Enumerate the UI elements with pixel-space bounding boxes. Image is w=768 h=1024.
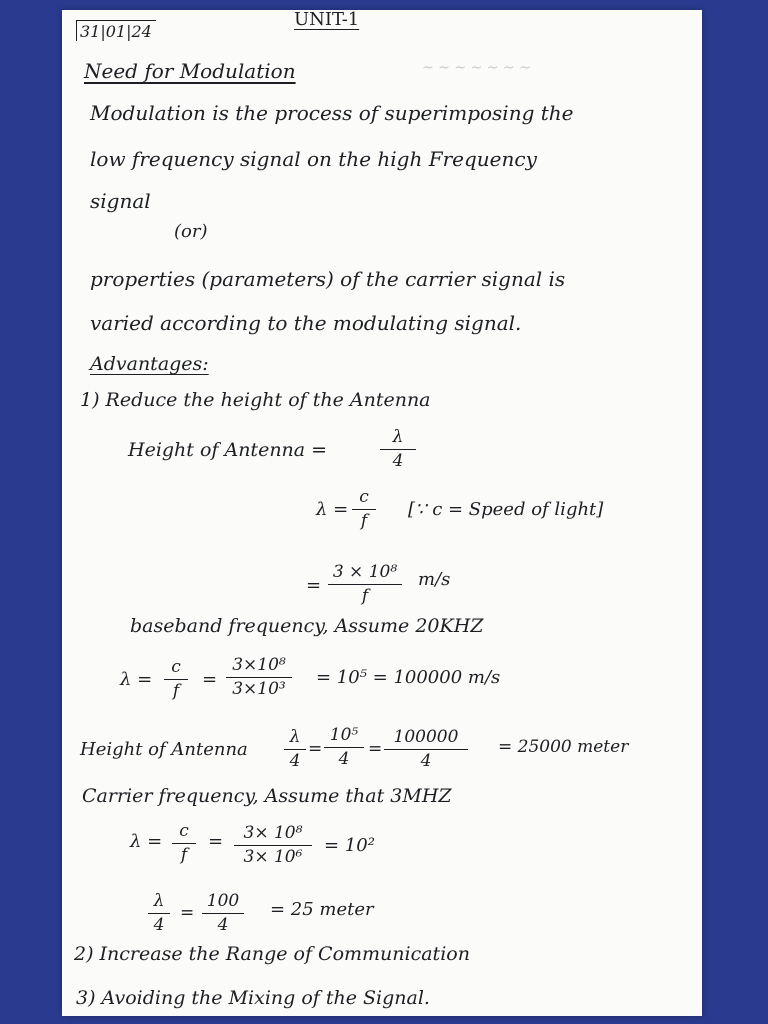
fraction-numerator: 3 × 10⁸ (332, 562, 398, 582)
carrier-equals: = (208, 831, 224, 852)
fraction-numerator: 3×10⁸ (232, 655, 286, 675)
baseband-ratio-fraction (226, 656, 292, 698)
notebook-page (62, 10, 702, 1016)
carrier-c-over-f (172, 822, 196, 864)
baseband-lambda-over-4 (284, 728, 306, 770)
carrier-lambda-over-4 (148, 892, 170, 934)
fraction-denominator: 4 (289, 750, 301, 771)
definition-line-4: properties (parameters) of the carrier signal is (90, 267, 566, 291)
fraction-denominator: f (360, 510, 368, 531)
advantage-3: 3) Avoiding the Mixing of the Signal. (76, 987, 430, 1009)
c-over-f-fraction (352, 488, 376, 530)
fraction-denominator: f (172, 680, 180, 701)
definition-line-5: varied according to the modulating signal. (90, 311, 522, 335)
fraction-denominator: 4 (420, 750, 432, 771)
baseband-wavelength-result: = 10⁵ = 100000 m/s (316, 667, 501, 688)
baseband-height-eq-2: = (368, 739, 383, 759)
advantage-1-label: 1) Reduce the height of the Antenna (80, 389, 431, 411)
baseband-equals: = (202, 669, 218, 690)
baseband-100000-over-4 (384, 728, 468, 770)
fraction-denominator: f (361, 585, 369, 606)
fraction-denominator: 3× 10⁶ (243, 846, 303, 867)
equation-equals: = (306, 575, 322, 596)
baseband-c-over-f (164, 658, 188, 700)
baseband-lambda-lhs: λ = (120, 669, 153, 690)
speed-of-light-note: [∵ c = Speed of light] (408, 499, 604, 520)
speed-over-f-fraction (328, 563, 402, 605)
carrier-frequency-text: Carrier frequency, Assume that 3MHZ (82, 785, 452, 807)
height-formula-text: Height of Antenna = (128, 439, 328, 461)
page-title: Need for Modulation (84, 59, 296, 83)
fraction-numerator: c (179, 821, 189, 841)
baseband-frequency-text: baseband frequency, Assume 20KHZ (130, 615, 484, 637)
carrier-lambda-lhs: λ = (130, 831, 163, 852)
carrier-height-eq: = (180, 903, 195, 923)
fraction-denominator: 4 (392, 450, 404, 471)
fraction-numerator: λ (289, 727, 301, 747)
advantages-heading: Advantages: (90, 353, 209, 375)
definition-line-2: low frequency signal on the high Frequency (90, 147, 537, 171)
carrier-ratio-fraction (234, 824, 312, 866)
fraction-numerator: c (359, 487, 369, 507)
baseband-height-result: = 25000 meter (498, 737, 629, 757)
definition-line-1: Modulation is the process of superimposing the (90, 101, 574, 125)
advantage-2: 2) Increase the Range of Communication (74, 943, 470, 965)
carrier-height-result: = 25 meter (270, 899, 374, 920)
fraction-numerator: 10⁵ (329, 725, 359, 745)
carrier-100-over-4 (202, 892, 244, 934)
lambda-equation-lhs: λ = (316, 499, 349, 520)
fraction-denominator: 4 (217, 914, 229, 935)
lambda-over-4-fraction (380, 428, 416, 470)
baseband-height-eq-1: = (308, 739, 323, 759)
bleed-through-text: ~ ~ ~ ~ ~ ~ ~ (422, 60, 531, 76)
fraction-numerator: 3× 10⁸ (243, 823, 303, 843)
baseband-height-label: Height of Antenna (80, 739, 248, 760)
fraction-numerator: λ (153, 891, 165, 911)
definition-line-3: signal (90, 189, 151, 213)
fraction-numerator: 100 (206, 891, 240, 911)
fraction-denominator: 4 (153, 914, 165, 935)
fraction-denominator: 4 (338, 748, 350, 769)
baseband-10-5-over-4 (324, 726, 364, 768)
fraction-numerator: c (171, 657, 181, 677)
carrier-wavelength-result: = 10² (324, 835, 375, 856)
fraction-numerator: λ (392, 427, 404, 447)
fraction-denominator: 3×10³ (232, 678, 286, 699)
unit-m-per-s: m/s (418, 569, 451, 590)
definition-or: (or) (174, 221, 208, 242)
fraction-numerator: 100000 (393, 727, 459, 747)
date: 31|01|24 (76, 20, 156, 41)
unit-title: UNIT-1 (294, 9, 360, 30)
fraction-denominator: f (180, 844, 188, 865)
